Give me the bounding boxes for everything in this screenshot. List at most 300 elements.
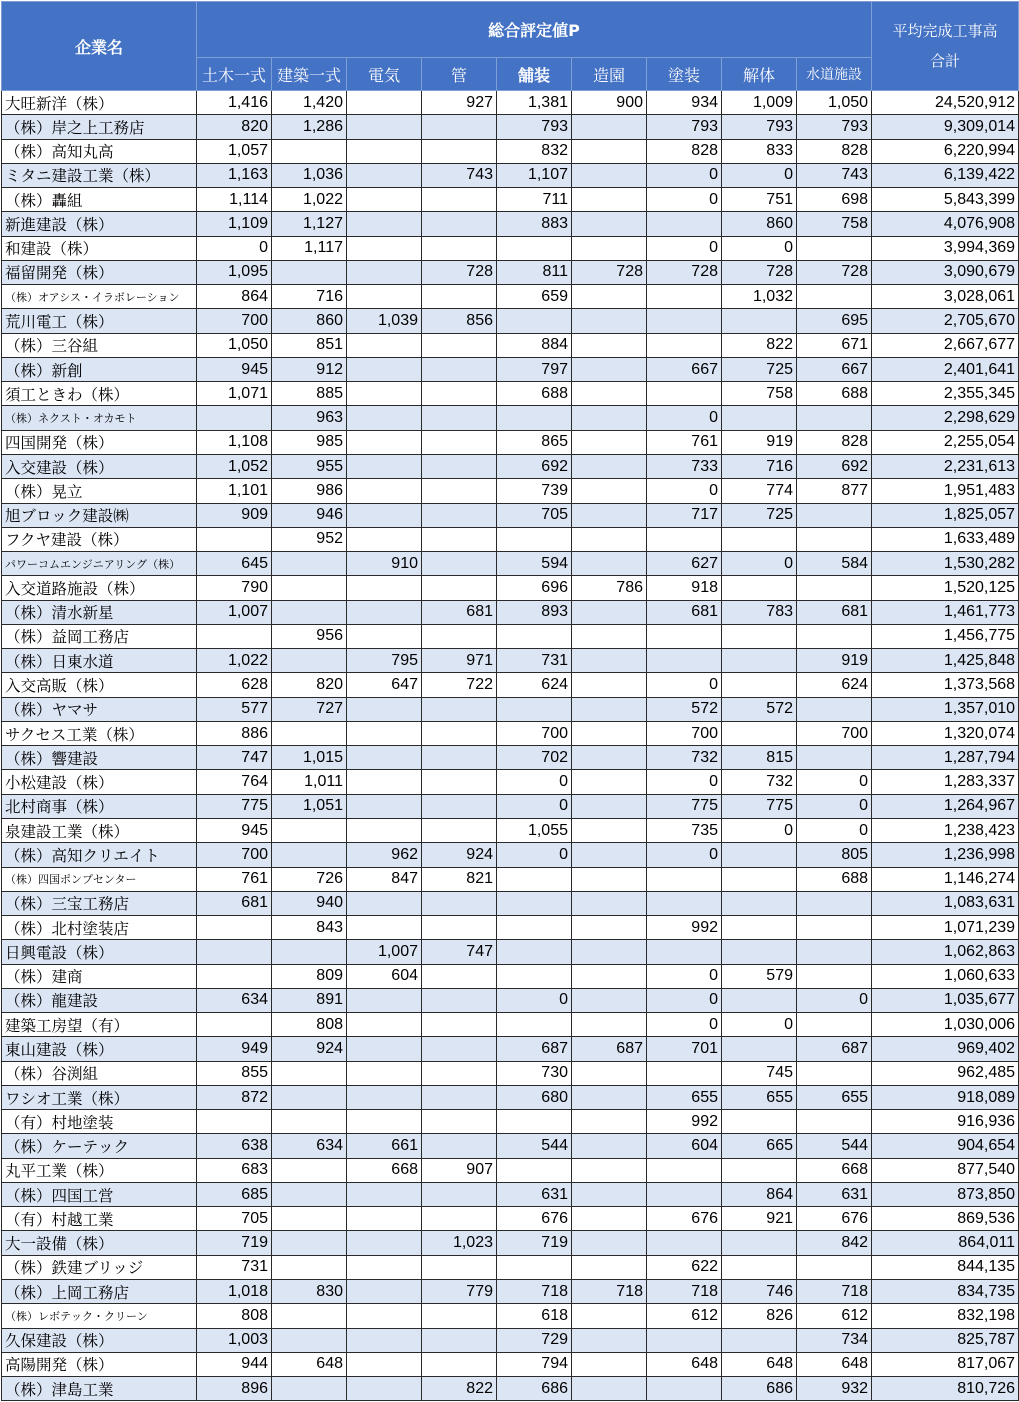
company-name-cell: （株）清水新星 bbox=[2, 600, 197, 624]
avg-completion-cell: 1,456,775 bbox=[872, 624, 1019, 648]
score-cell: 700 bbox=[797, 721, 872, 745]
score-cell: 0 bbox=[647, 770, 722, 794]
score-cell bbox=[722, 1037, 797, 1061]
score-cell bbox=[572, 139, 647, 163]
company-name-cell: 入交高販（株） bbox=[2, 673, 197, 697]
table-row bbox=[2, 115, 1019, 139]
score-cell bbox=[572, 843, 647, 867]
score-cell: 751 bbox=[722, 188, 797, 212]
score-cell bbox=[422, 1328, 497, 1352]
score-cell: 921 bbox=[722, 1207, 797, 1231]
table-row bbox=[2, 770, 1019, 794]
avg-completion-cell: 873,850 bbox=[872, 1182, 1019, 1206]
score-cell bbox=[422, 1134, 497, 1158]
score-cell: 624 bbox=[497, 673, 572, 697]
score-cell: 622 bbox=[647, 1255, 722, 1279]
score-cell bbox=[497, 624, 572, 648]
score-cell: 638 bbox=[197, 1134, 272, 1158]
score-cell bbox=[347, 891, 422, 915]
score-cell bbox=[347, 1207, 422, 1231]
score-cell: 0 bbox=[647, 236, 722, 260]
company-name-cell: 泉建設工業（株） bbox=[2, 818, 197, 842]
score-cell bbox=[722, 843, 797, 867]
score-cell: 775 bbox=[647, 794, 722, 818]
score-cell: 758 bbox=[797, 212, 872, 236]
score-cell: 729 bbox=[497, 1328, 572, 1352]
score-cell: 700 bbox=[647, 721, 722, 745]
company-name-cell: （株）ケーテック bbox=[2, 1134, 197, 1158]
score-cell: 701 bbox=[647, 1037, 722, 1061]
avg-completion-cell: 6,139,422 bbox=[872, 163, 1019, 187]
score-cell: 907 bbox=[422, 1158, 497, 1182]
table-row bbox=[2, 1013, 1019, 1037]
score-cell bbox=[422, 212, 497, 236]
score-cell: 0 bbox=[647, 479, 722, 503]
avg-header-line1: 平均完成工事高 bbox=[892, 22, 998, 40]
score-cell bbox=[572, 673, 647, 697]
company-name-cell: （株）レボテック・クリーン bbox=[2, 1304, 197, 1328]
score-cell bbox=[647, 867, 722, 891]
score-cell: 676 bbox=[797, 1207, 872, 1231]
score-cell: 0 bbox=[647, 163, 722, 187]
score-cell: 794 bbox=[497, 1352, 572, 1376]
score-cell bbox=[347, 479, 422, 503]
table-row bbox=[2, 697, 1019, 721]
score-cell: 0 bbox=[497, 843, 572, 867]
avg-completion-cell: 1,062,863 bbox=[872, 940, 1019, 964]
score-cell: 1,032 bbox=[722, 285, 797, 309]
score-cell bbox=[572, 503, 647, 527]
table-row bbox=[2, 212, 1019, 236]
score-cell bbox=[647, 940, 722, 964]
avg-completion-cell: 1,461,773 bbox=[872, 600, 1019, 624]
score-cell bbox=[722, 891, 797, 915]
company-name-cell: ワシオ工業（株） bbox=[2, 1085, 197, 1109]
score-cell: 909 bbox=[197, 503, 272, 527]
score-cell bbox=[497, 891, 572, 915]
score-cell: 655 bbox=[722, 1085, 797, 1109]
score-cell: 681 bbox=[422, 600, 497, 624]
score-cell bbox=[797, 964, 872, 988]
avg-completion-cell: 825,787 bbox=[872, 1328, 1019, 1352]
score-cell: 944 bbox=[197, 1352, 272, 1376]
score-cell: 725 bbox=[722, 357, 797, 381]
score-cell: 733 bbox=[647, 454, 722, 478]
score-cell bbox=[272, 1085, 347, 1109]
table-row bbox=[2, 309, 1019, 333]
score-cell: 711 bbox=[497, 188, 572, 212]
score-cell bbox=[422, 576, 497, 600]
table-row bbox=[2, 1377, 1019, 1401]
score-cell bbox=[572, 940, 647, 964]
score-cell: 1,163 bbox=[197, 163, 272, 187]
table-row bbox=[2, 1231, 1019, 1255]
table-row bbox=[2, 843, 1019, 867]
score-cell: 687 bbox=[797, 1037, 872, 1061]
company-name-cell: （株）ネクスト・オカモト bbox=[2, 406, 197, 430]
score-cell: 822 bbox=[722, 333, 797, 357]
score-cell: 579 bbox=[722, 964, 797, 988]
company-name-cell: （株）オアシス・イラボレーション bbox=[2, 285, 197, 309]
score-cell bbox=[497, 406, 572, 430]
score-cell: 877 bbox=[797, 479, 872, 503]
score-cell: 761 bbox=[647, 430, 722, 454]
table-row bbox=[2, 139, 1019, 163]
score-cell: 0 bbox=[647, 406, 722, 430]
score-cell bbox=[572, 1377, 647, 1401]
score-cell: 688 bbox=[497, 382, 572, 406]
company-name-cell: （株）鉄建ブリッジ bbox=[2, 1255, 197, 1279]
table-row bbox=[2, 91, 1019, 115]
score-cell: 1,052 bbox=[197, 454, 272, 478]
score-cell bbox=[347, 454, 422, 478]
score-cell: 775 bbox=[722, 794, 797, 818]
score-cell bbox=[422, 1013, 497, 1037]
score-cell: 668 bbox=[347, 1158, 422, 1182]
score-cell bbox=[797, 1255, 872, 1279]
score-cell: 683 bbox=[197, 1158, 272, 1182]
score-cell: 822 bbox=[422, 1377, 497, 1401]
table-header bbox=[2, 2, 1019, 91]
score-cell: 719 bbox=[197, 1231, 272, 1255]
score-cell: 886 bbox=[197, 721, 272, 745]
score-cell bbox=[722, 940, 797, 964]
score-cell bbox=[722, 721, 797, 745]
score-cell bbox=[272, 139, 347, 163]
score-cell bbox=[572, 430, 647, 454]
score-cell: 0 bbox=[647, 964, 722, 988]
score-cell: 805 bbox=[797, 843, 872, 867]
score-cell bbox=[197, 940, 272, 964]
company-name-cell: ミタニ建設工業（株） bbox=[2, 163, 197, 187]
score-cell: 811 bbox=[497, 260, 572, 284]
score-cell: 847 bbox=[347, 867, 422, 891]
score-cell: 702 bbox=[497, 746, 572, 770]
score-cell: 809 bbox=[272, 964, 347, 988]
score-cell bbox=[422, 916, 497, 940]
score-cell: 932 bbox=[797, 1377, 872, 1401]
table-row bbox=[2, 1158, 1019, 1182]
score-cell: 0 bbox=[722, 163, 797, 187]
score-cell bbox=[572, 285, 647, 309]
score-cell bbox=[572, 115, 647, 139]
score-cell bbox=[572, 479, 647, 503]
score-cell bbox=[722, 1110, 797, 1134]
score-cell: 962 bbox=[347, 843, 422, 867]
score-cell: 986 bbox=[272, 479, 347, 503]
score-cell bbox=[347, 1377, 422, 1401]
score-cell bbox=[272, 576, 347, 600]
score-cell bbox=[347, 624, 422, 648]
score-cell: 572 bbox=[722, 697, 797, 721]
company-name-cell: サクセス工業（株） bbox=[2, 721, 197, 745]
avg-completion-cell: 1,373,568 bbox=[872, 673, 1019, 697]
table-row bbox=[2, 503, 1019, 527]
score-cell bbox=[347, 794, 422, 818]
score-cell: 671 bbox=[797, 333, 872, 357]
score-cell bbox=[347, 333, 422, 357]
score-cell bbox=[272, 940, 347, 964]
score-cell: 572 bbox=[647, 697, 722, 721]
table-row bbox=[2, 673, 1019, 697]
score-cell: 919 bbox=[722, 430, 797, 454]
score-cell: 0 bbox=[797, 770, 872, 794]
score-cell bbox=[272, 1182, 347, 1206]
score-cell bbox=[497, 1158, 572, 1182]
avg-completion-cell: 24,520,912 bbox=[872, 91, 1019, 115]
company-name-cell: 東山建設（株） bbox=[2, 1037, 197, 1061]
score-cell bbox=[647, 1182, 722, 1206]
score-cell bbox=[347, 1085, 422, 1109]
score-cell bbox=[722, 576, 797, 600]
avg-completion-cell: 1,146,274 bbox=[872, 867, 1019, 891]
table-row bbox=[2, 1085, 1019, 1109]
score-cell: 648 bbox=[722, 1352, 797, 1376]
avg-completion-cell: 2,355,345 bbox=[872, 382, 1019, 406]
score-cell: 577 bbox=[197, 697, 272, 721]
score-cell bbox=[347, 697, 422, 721]
score-cell bbox=[572, 649, 647, 673]
avg-completion-cell: 834,735 bbox=[872, 1280, 1019, 1304]
score-cell: 1,381 bbox=[497, 91, 572, 115]
score-cell: 746 bbox=[722, 1280, 797, 1304]
score-cell: 1,286 bbox=[272, 115, 347, 139]
score-cell bbox=[572, 1110, 647, 1134]
score-cell bbox=[497, 1110, 572, 1134]
score-cell bbox=[722, 867, 797, 891]
score-cell: 0 bbox=[797, 988, 872, 1012]
score-cell bbox=[797, 236, 872, 260]
score-cell bbox=[347, 721, 422, 745]
avg-completion-cell: 1,951,483 bbox=[872, 479, 1019, 503]
score-cell: 745 bbox=[722, 1061, 797, 1085]
company-name-cell: 須工ときわ（株） bbox=[2, 382, 197, 406]
score-cell bbox=[347, 1255, 422, 1279]
score-cell: 0 bbox=[647, 188, 722, 212]
table-row bbox=[2, 333, 1019, 357]
score-cell bbox=[797, 285, 872, 309]
score-cell bbox=[722, 1328, 797, 1352]
table-row bbox=[2, 406, 1019, 430]
score-cell: 843 bbox=[272, 916, 347, 940]
score-cell bbox=[647, 1377, 722, 1401]
table-row bbox=[2, 479, 1019, 503]
score-cell bbox=[422, 721, 497, 745]
company-name-cell: （株）高知クリエイト bbox=[2, 843, 197, 867]
table-row bbox=[2, 964, 1019, 988]
table-row bbox=[2, 357, 1019, 381]
category-header: 解体 bbox=[722, 58, 797, 91]
avg-completion-cell: 4,076,908 bbox=[872, 212, 1019, 236]
score-cell bbox=[422, 1085, 497, 1109]
score-cell bbox=[347, 115, 422, 139]
score-cell bbox=[722, 309, 797, 333]
score-cell bbox=[572, 964, 647, 988]
company-name-cell: 日興電設（株） bbox=[2, 940, 197, 964]
table-row bbox=[2, 649, 1019, 673]
score-cell: 1,071 bbox=[197, 382, 272, 406]
score-cell: 963 bbox=[272, 406, 347, 430]
score-cell bbox=[347, 406, 422, 430]
score-cell: 0 bbox=[797, 818, 872, 842]
score-cell: 732 bbox=[647, 746, 722, 770]
score-cell: 0 bbox=[647, 843, 722, 867]
score-cell: 1,107 bbox=[497, 163, 572, 187]
table-row bbox=[2, 867, 1019, 891]
score-cell bbox=[422, 479, 497, 503]
score-cell: 722 bbox=[422, 673, 497, 697]
score-cell: 0 bbox=[797, 794, 872, 818]
company-name-cell: （有）村地塗装 bbox=[2, 1110, 197, 1134]
company-name-cell: 建築工房望（有） bbox=[2, 1013, 197, 1037]
company-name-cell: 北村商事（株） bbox=[2, 794, 197, 818]
score-cell bbox=[272, 260, 347, 284]
score-cell: 0 bbox=[647, 988, 722, 1012]
score-cell: 1,007 bbox=[347, 940, 422, 964]
score-cell bbox=[647, 1231, 722, 1255]
score-cell: 618 bbox=[497, 1304, 572, 1328]
avg-completion-cell: 1,083,631 bbox=[872, 891, 1019, 915]
score-cell: 795 bbox=[347, 649, 422, 673]
score-cell: 779 bbox=[422, 1280, 497, 1304]
score-cell: 1,039 bbox=[347, 309, 422, 333]
score-cell bbox=[347, 527, 422, 551]
score-cell: 893 bbox=[497, 600, 572, 624]
table-row bbox=[2, 794, 1019, 818]
score-cell bbox=[347, 1013, 422, 1037]
score-cell: 700 bbox=[197, 843, 272, 867]
avg-completion-cell: 918,089 bbox=[872, 1085, 1019, 1109]
score-cell bbox=[572, 163, 647, 187]
score-cell bbox=[347, 382, 422, 406]
score-cell bbox=[347, 139, 422, 163]
company-column-header: 企業名 bbox=[2, 2, 197, 91]
score-cell: 0 bbox=[497, 770, 572, 794]
score-cell: 655 bbox=[647, 1085, 722, 1109]
score-cell bbox=[497, 916, 572, 940]
score-cell: 544 bbox=[797, 1134, 872, 1158]
score-cell bbox=[347, 1231, 422, 1255]
score-cell bbox=[572, 600, 647, 624]
score-cell bbox=[422, 794, 497, 818]
score-cell bbox=[422, 333, 497, 357]
score-cell bbox=[422, 1182, 497, 1206]
company-name-cell: （有）村越工業 bbox=[2, 1207, 197, 1231]
company-score-table bbox=[1, 1, 1019, 1401]
score-cell: 695 bbox=[797, 309, 872, 333]
score-cell bbox=[347, 212, 422, 236]
score-cell bbox=[572, 891, 647, 915]
score-cell: 676 bbox=[497, 1207, 572, 1231]
score-cell: 758 bbox=[722, 382, 797, 406]
score-cell: 645 bbox=[197, 552, 272, 576]
score-cell: 700 bbox=[197, 309, 272, 333]
avg-completion-cell: 844,135 bbox=[872, 1255, 1019, 1279]
score-cell: 718 bbox=[497, 1280, 572, 1304]
score-cell bbox=[347, 770, 422, 794]
score-cell: 0 bbox=[647, 1013, 722, 1037]
score-cell bbox=[572, 1207, 647, 1231]
score-cell: 681 bbox=[647, 600, 722, 624]
score-cell: 0 bbox=[497, 794, 572, 818]
avg-completion-cell: 1,287,794 bbox=[872, 746, 1019, 770]
company-name-cell: 久保建設（株） bbox=[2, 1328, 197, 1352]
score-cell bbox=[572, 333, 647, 357]
score-cell: 700 bbox=[497, 721, 572, 745]
score-cell bbox=[347, 1304, 422, 1328]
score-cell bbox=[272, 1061, 347, 1085]
avg-completion-cell: 1,283,337 bbox=[872, 770, 1019, 794]
score-cell bbox=[497, 236, 572, 260]
score-cell bbox=[797, 746, 872, 770]
score-cell: 627 bbox=[647, 552, 722, 576]
score-cell: 594 bbox=[497, 552, 572, 576]
avg-completion-cell: 2,401,641 bbox=[872, 357, 1019, 381]
avg-completion-cell: 2,705,670 bbox=[872, 309, 1019, 333]
score-cell bbox=[647, 1328, 722, 1352]
score-cell: 885 bbox=[272, 382, 347, 406]
score-cell: 631 bbox=[797, 1182, 872, 1206]
score-cell: 865 bbox=[497, 430, 572, 454]
score-cell bbox=[572, 697, 647, 721]
score-cell bbox=[497, 527, 572, 551]
score-cell bbox=[422, 1110, 497, 1134]
score-cell: 648 bbox=[272, 1352, 347, 1376]
score-cell: 681 bbox=[797, 600, 872, 624]
score-cell bbox=[797, 916, 872, 940]
score-cell: 544 bbox=[497, 1134, 572, 1158]
score-cell bbox=[647, 285, 722, 309]
score-cell: 872 bbox=[197, 1085, 272, 1109]
company-name-cell: （株）北村塗装店 bbox=[2, 916, 197, 940]
score-cell: 1,022 bbox=[272, 188, 347, 212]
score-cell bbox=[647, 212, 722, 236]
score-cell bbox=[272, 843, 347, 867]
score-cell bbox=[347, 503, 422, 527]
score-cell: 0 bbox=[497, 988, 572, 1012]
score-cell: 946 bbox=[272, 503, 347, 527]
company-name-cell: （株）高知丸高 bbox=[2, 139, 197, 163]
avg-completion-cell: 810,726 bbox=[872, 1377, 1019, 1401]
score-cell: 696 bbox=[497, 576, 572, 600]
score-cell: 992 bbox=[647, 1110, 722, 1134]
score-cell bbox=[572, 1134, 647, 1158]
score-cell bbox=[272, 1328, 347, 1352]
table-row bbox=[2, 552, 1019, 576]
score-cell bbox=[797, 406, 872, 430]
table-row bbox=[2, 916, 1019, 940]
score-cell: 648 bbox=[797, 1352, 872, 1376]
score-cell: 716 bbox=[722, 454, 797, 478]
score-cell: 842 bbox=[797, 1231, 872, 1255]
company-name-cell: （株）日東水道 bbox=[2, 649, 197, 673]
score-cell bbox=[722, 1255, 797, 1279]
avg-completion-cell: 1,030,006 bbox=[872, 1013, 1019, 1037]
score-cell: 985 bbox=[272, 430, 347, 454]
company-name-cell: パワーコムエンジニアリング（株） bbox=[2, 552, 197, 576]
score-cell bbox=[347, 818, 422, 842]
score-cell: 1,127 bbox=[272, 212, 347, 236]
score-cell: 1,003 bbox=[197, 1328, 272, 1352]
score-cell: 612 bbox=[647, 1304, 722, 1328]
score-cell: 1,117 bbox=[272, 236, 347, 260]
avg-completion-cell: 2,231,613 bbox=[872, 454, 1019, 478]
score-cell: 731 bbox=[497, 649, 572, 673]
table-row bbox=[2, 260, 1019, 284]
score-cell bbox=[422, 1255, 497, 1279]
score-cell bbox=[347, 1328, 422, 1352]
score-cell bbox=[572, 746, 647, 770]
